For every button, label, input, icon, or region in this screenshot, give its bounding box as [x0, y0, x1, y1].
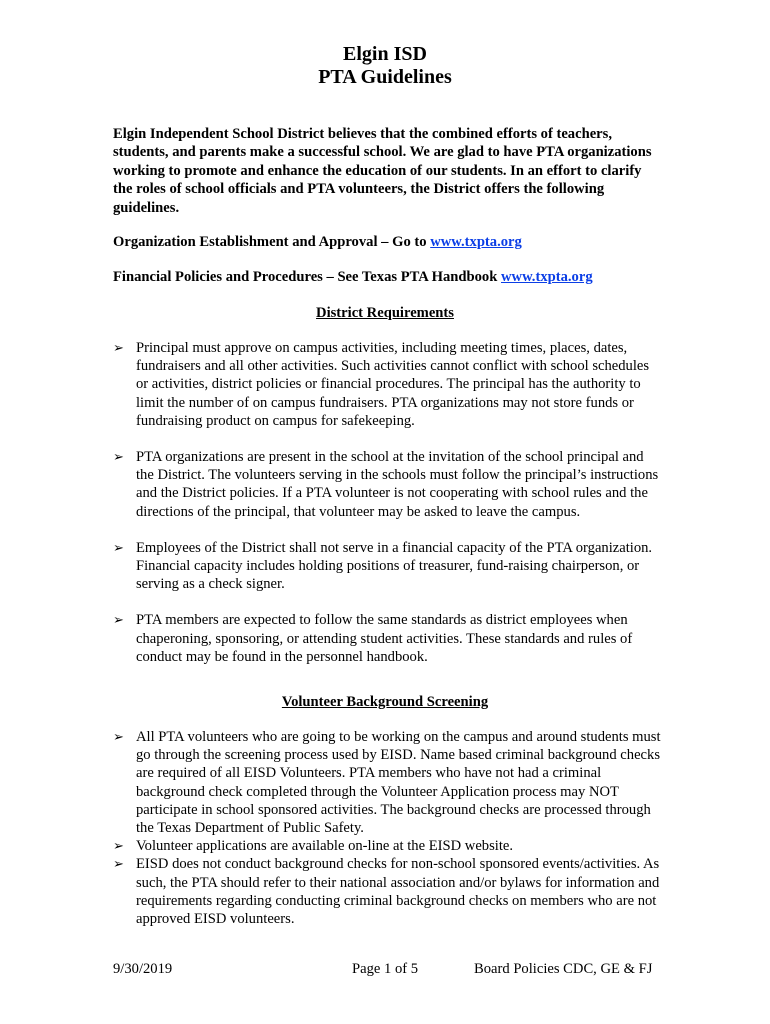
list-item [113, 855, 663, 928]
list-item-text: All PTA volunteers who are going to be working on the campus and around students must go through the screening process used by EISD. Name based criminal background checks are required of all EISD Volunteers. PTA members who have not had a criminal background check completed through the Volunteer Application process may NOT participate in school sponsored activities. The background checks are processed through the Texas Department of Public Safety. [136, 729, 661, 837]
list-item-text: PTA organizations are present in the school at the invitation of the school principal and the District. The volunteers serving in the schools must follow the principal’s instructions and the District policies. If a PTA volunteer is not cooperating with school rules and the directions of the principal, that volunteer may be asked to leave the campus. [136, 449, 659, 520]
arrow-bullet-icon: ➢ [113, 838, 124, 854]
organization-line [113, 233, 522, 251]
list-item-text: PTA members are expected to follow the same standards as district employees when chaperoning, sponsoring, or attending student activities. These standards and rules of conduct may be found in the personnel handbook. [136, 612, 633, 665]
list-item [113, 448, 663, 521]
footer-date: 9/30/2019 [113, 961, 173, 977]
volunteer-screening-list [113, 728, 663, 928]
list-item-text: EISD does not conduct background checks for non-school sponsored events/activities. As such, the PTA should refer to their national association and/or bylaws for information and requirements regarding conducting criminal background checks on members who are not approved EISD volunteers. [136, 856, 660, 928]
list-item-text: Employees of the District shall not serve in a financial capacity of the PTA organization. Financial capacity includes holding positions of treasurer, fund-raising chairperson, or serving as a check signer. [136, 539, 653, 593]
list-item [113, 339, 663, 430]
list-item-text: Volunteer applications are available on-line at the EISD website. [136, 838, 514, 855]
organization-link[interactable]: www.txpta.org [430, 234, 522, 250]
district-requirements-heading: District Requirements [316, 305, 454, 321]
district-requirements-list [113, 339, 663, 666]
organization-label: Organization Establishment and Approval – Go to [113, 234, 431, 250]
document-title-line-1: Elgin ISD [343, 43, 427, 65]
arrow-bullet-icon: ➢ [113, 612, 124, 628]
list-item [113, 611, 663, 666]
arrow-bullet-icon: ➢ [113, 729, 124, 744]
list-item [113, 539, 663, 594]
arrow-bullet-icon: ➢ [113, 449, 124, 465]
footer-board-policies: Board Policies CDC, GE & FJ [474, 961, 653, 977]
volunteer-screening-heading: Volunteer Background Screening [281, 694, 489, 710]
document-title-line-2: PTA Guidelines [318, 66, 452, 88]
footer-page-number: Page 1 of 5 [352, 961, 419, 977]
arrow-bullet-icon: ➢ [113, 340, 124, 355]
list-item [113, 728, 663, 837]
list-item-text: Principal must approve on campus activities, including meeting times, places, dates, fundraisers and all other activities. Such activities cannot conflict with school schedules or activities, district policies or financial procedures. The principal has the authority to limit the number of on campus fundraisers. PTA organizations may not store funds or fundraising product on campus for safekeeping. [136, 340, 650, 429]
intro-paragraph: Elgin Independent School District believes that the combined efforts of teachers, students, and parents make a successful school. We are glad to have PTA organizations working to promote and enhance the education of our students. In an effort to clarify the roles of school officials and PTA volunteers, the District offers the following guidelines. [113, 126, 652, 216]
financial-label: Financial Policies and Procedures – See Texas PTA Handbook [113, 269, 501, 285]
arrow-bullet-icon: ➢ [113, 539, 124, 555]
financial-line [113, 268, 593, 286]
list-item [113, 837, 663, 855]
financial-link[interactable]: www.txpta.org [501, 269, 593, 285]
arrow-bullet-icon: ➢ [113, 856, 124, 872]
